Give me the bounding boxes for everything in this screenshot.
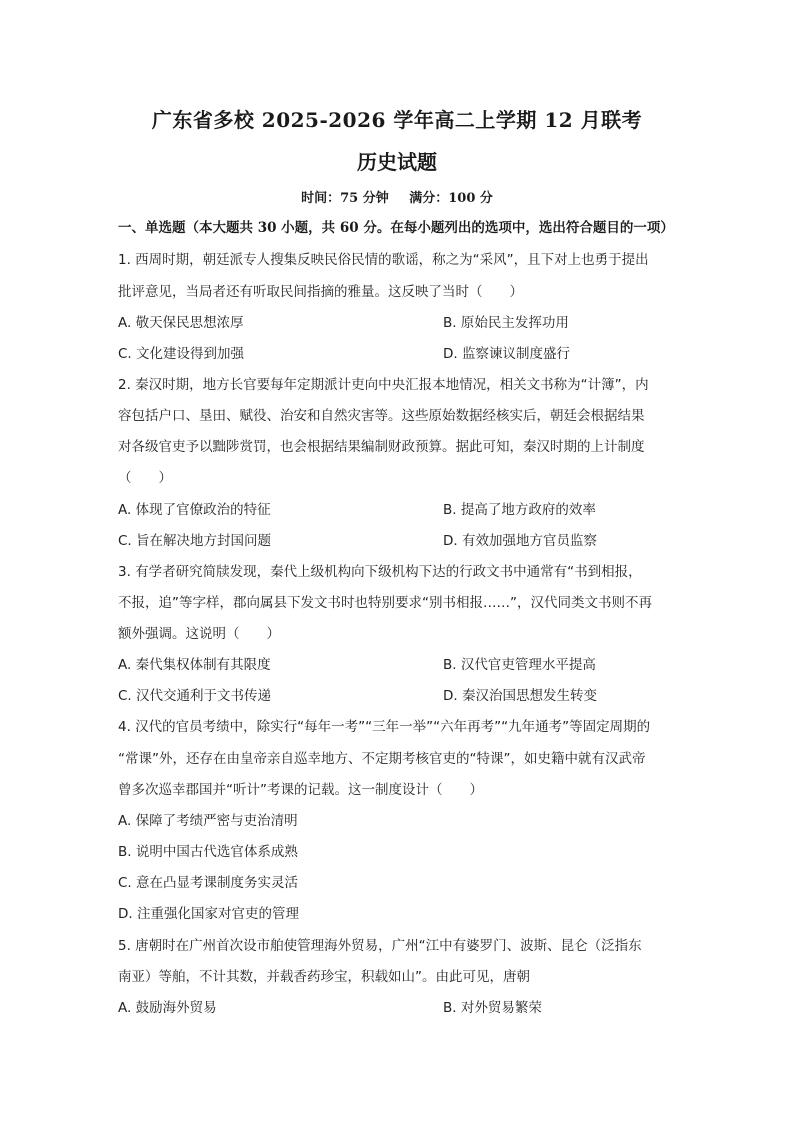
question-2-option-d: D. 有效加强地方官员监察 <box>443 533 597 549</box>
question-3-line-1: 3. 有学者研究简牍发现，秦代上级机构向下级机构下达的行政文书中通常有“书到相报， <box>118 564 642 580</box>
question-2-option-b: B. 提高了地方政府的效率 <box>443 502 596 518</box>
question-4-line-1: 4. 汉代的官员考绩中，除实行“每年一考”“三年一举”“六年再考”“九年通考”等固定周期的 <box>118 719 651 735</box>
question-2-option-c: C. 旨在解决地方封国问题 <box>118 533 272 549</box>
question-3-line-2: 不报，追”等字样，郡向属县下发文书时也特别要求“别书相报……”，汉代同类文书则不再 <box>118 595 652 611</box>
question-1-option-c: C. 文化建设得到加强 <box>118 346 245 362</box>
exam-subject: 历史试题 <box>357 150 437 174</box>
question-4-option-d: D. 注重强化国家对官吏的管理 <box>118 906 299 922</box>
exam-time: 时间：75 分钟 <box>301 191 389 206</box>
question-1-line-1: 1. 西周时期，朝廷派专人搜集反映民俗民情的歌谣，称之为“采风”，且下对上也勇于提出 <box>118 252 649 268</box>
question-4-option-c: C. 意在凸显考课制度务实灵活 <box>118 875 299 891</box>
question-5-line-2: 南亚）等舶，不计其数，并载香药珍宝，积载如山”。由此可见，唐朝 <box>118 969 530 985</box>
question-3-option-b: B. 汉代官吏管理水平提高 <box>443 657 596 673</box>
exam-meta <box>0 187 794 206</box>
question-5-option-b: B. 对外贸易繁荣 <box>443 1000 542 1016</box>
question-3-option-a: A. 秦代集权体制有其限度 <box>118 657 271 673</box>
question-3-line-3: 额外强调。这说明（ ） <box>118 626 280 642</box>
exam-title: 广东省多校 2025-2026 学年高二上学期 12 月联考 <box>151 108 643 132</box>
question-1-option-b: B. 原始民主发挥功用 <box>443 315 569 331</box>
exam-score: 满分：100 分 <box>409 191 493 206</box>
question-3-option-d: D. 秦汉治国思想发生转变 <box>443 688 597 704</box>
section-heading: 一、单选题（本大题共 30 小题，共 60 分。在每小题列出的选项中，选出符合题目的一项） <box>118 220 674 236</box>
question-2-line-2: 容包括户口、垦田、赋役、治安和自然灾害等。这些原始数据经核实后，朝廷会根据结果 <box>118 408 645 424</box>
question-4-option-a: A. 保障了考绩严密与吏治清明 <box>118 813 298 829</box>
question-3-option-c: C. 汉代交通利于文书传递 <box>118 688 272 704</box>
question-2-line-3: 对各级官吏予以黜陟赏罚，也会根据结果编制财政预算。据此可知，秦汉时期的上计制度 <box>118 439 645 455</box>
question-5-option-a: A. 鼓励海外贸易 <box>118 1000 217 1016</box>
question-2-line-4: （ ） <box>118 470 172 486</box>
question-4-line-2: “常课”外，还存在由皇帝亲自巡幸地方、不定期考核官吏的“特课”，如史籍中就有汉武帝 <box>118 751 646 767</box>
question-5-line-1: 5. 唐朝时在广州首次设市舶使管理海外贸易，广州“江中有婆罗门、波斯、昆仑（泛指东 <box>118 938 642 954</box>
question-2-option-a: A. 体现了官僚政治的特征 <box>118 502 271 518</box>
question-1-option-a: A. 敬天保民思想浓厚 <box>118 315 244 331</box>
question-1-option-d: D. 监察谏议制度盛行 <box>443 346 570 362</box>
question-4-line-3: 曾多次巡幸郡国并“听计”考课的记载。这一制度设计（ ） <box>118 782 483 798</box>
question-1-line-2: 批评意见，当局者还有听取民间指摘的雅量。这反映了当时（ ） <box>118 284 523 300</box>
question-4-option-b: B. 说明中国古代选官体系成熟 <box>118 844 298 860</box>
question-2-line-1: 2. 秦汉时期，地方长官要每年定期派计吏向中央汇报本地情况，相关文书称为“计簿”，内 <box>118 377 649 393</box>
